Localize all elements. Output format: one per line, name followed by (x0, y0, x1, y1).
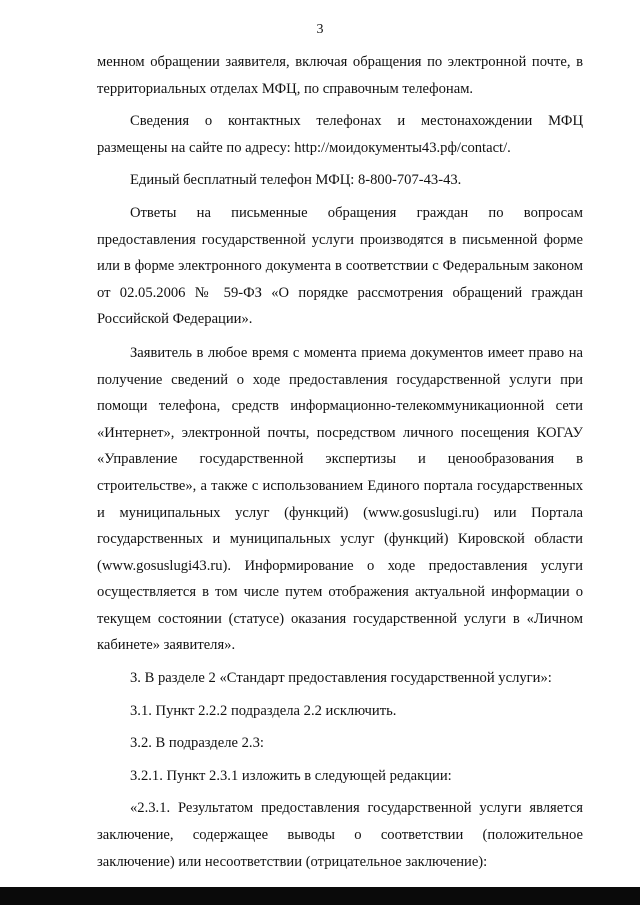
paragraph-section-3-1: 3.1. Пункт 2.2.2 подраздела 2.2 исключить. (130, 702, 397, 719)
paragraph-section-3: 3. В разделе 2 «Стандарт предоставления государственной услуги»: (130, 670, 552, 687)
page-number: 3 (316, 22, 324, 37)
paragraph-section-3-2: 3.2. В подразделе 2.3: (130, 735, 264, 752)
paragraph-contacts-site: Сведения о контактных телефонах и местонахождении МФЦ размещены на сайте по адресу: http://моидокументы43.рф/contact/. (97, 113, 583, 156)
document-body (97, 49, 583, 908)
paragraph-section-3-2-1: 3.2.1. Пункт 2.3.1 изложить в следующей редакции: (130, 767, 452, 784)
paragraph-continuation: менном обращении заявителя, включая обращения по электронной почте, в территориальных отделах МФЦ, по справочным телефонам. (97, 54, 583, 97)
paragraph-result-2-3-1: «2.3.1. Результатом предоставления государственной услуги является заключение, содержащее выводы о соответствии (положительное заключение) или несоответствии (отрицательное заключение): (97, 800, 583, 870)
scan-bottom-edge (0, 887, 640, 905)
paragraph-written-responses: Ответы на письменные обращения граждан по вопросам предоставления государственной услуги производятся в письменной форме или в форме электронного документа в соответствии с Федеральным законом от 02.05.2006 № 59-ФЗ «О порядке рассмотрения обращений граждан Российской Федерации». (97, 204, 583, 328)
paragraph-hotline: Единый бесплатный телефон МФЦ: 8-800-707-43-43. (130, 172, 462, 189)
paragraph-applicant-status: Заявитель в любое время с момента приема документов имеет право на получение сведений о ходе предоставления государственной услуги при помощи телефона, средств информационно-телекоммуникационной сети «Интернет», электронной почты, посредством личного посещения КОГАУ «Управление государственной экспертизы и ценообразования в строительстве», а также с использованием Единого портала государственных и муниципальных услуг (функций) (www.gosuslugi.ru) или Портала государственных и муниципальных услуг (функций) Кировской области (www.gosuslugi43.ru). Информирование о ходе предоставления услуги осуществляется в том числе путем отображения актуальной информации о текущем состоянии (статусе) оказания государственной услуги в «Личном кабинете» заявителя». (97, 344, 583, 654)
